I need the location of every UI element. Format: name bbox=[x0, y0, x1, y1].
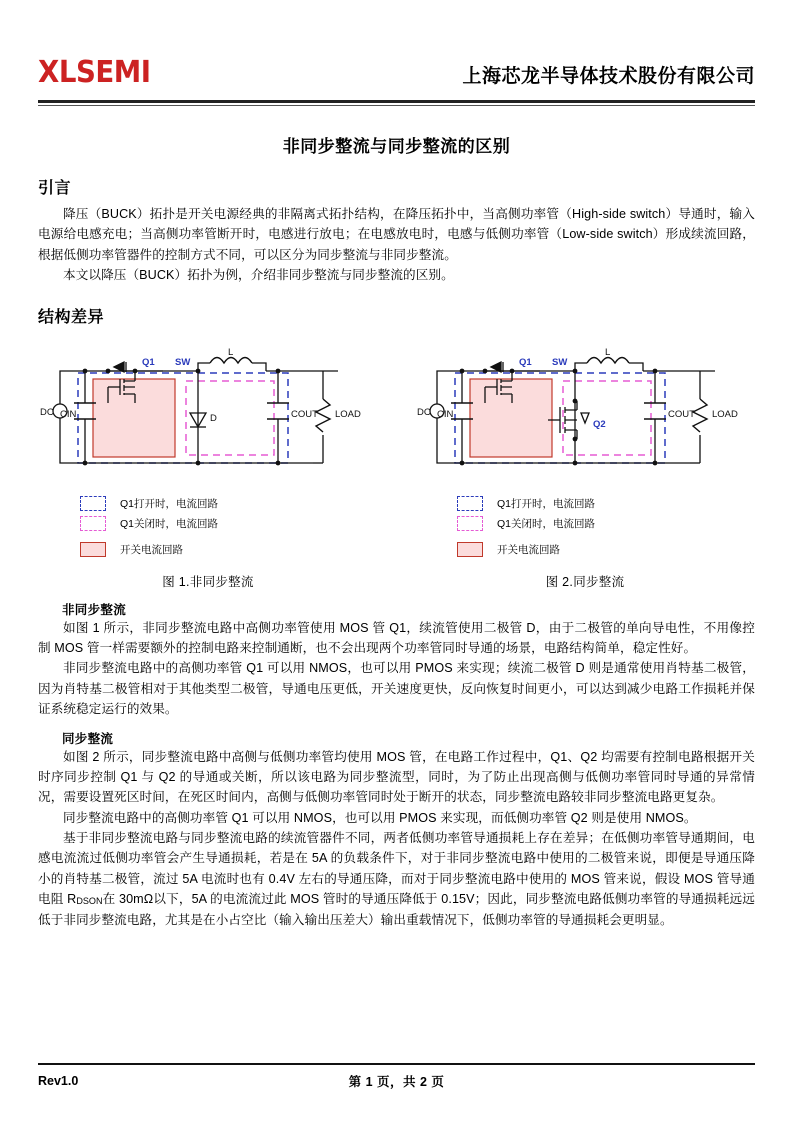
figure-1-caption: 图 1.非同步整流 bbox=[162, 574, 254, 589]
q1-off-loop bbox=[563, 381, 651, 455]
label-cout: COUT bbox=[291, 408, 318, 420]
label-q2: Q2 bbox=[593, 418, 606, 430]
label-load: LOAD bbox=[335, 408, 361, 420]
heading-asynchronous: 非同步整流 bbox=[62, 602, 127, 617]
label-sw: SW bbox=[175, 356, 191, 368]
label-dc: DC bbox=[417, 406, 431, 418]
label-diode: D bbox=[210, 412, 217, 424]
legend-swatch-q1-on-icon bbox=[457, 496, 483, 511]
sync-paragraph-1: 如图 2 所示，同步整流电路中高侧与低侧功率管均使用 MOS 管，在电路工作过程中，Q1、Q2 均需要有控制电路根据开关时序同步控制 Q1 与 Q2 的导通或关断，所以该电路为同步整流型，同时，为了防止出现高侧与低侧功率管同时导通的异常情况，需要设置死区时间，在死区时间内，高侧与低侧功率管同时处于断开的状态，同步整流电路较非同步整流电路更复杂。 bbox=[38, 749, 755, 805]
heading-intro: 引言 bbox=[38, 180, 72, 197]
legend-swatch-switch-icon bbox=[80, 542, 106, 557]
legend-item bbox=[457, 540, 735, 560]
comparison-paragraph bbox=[38, 828, 755, 930]
legend-swatch-q1-off-icon bbox=[457, 516, 483, 531]
legend-label: Q1关闭时，电流回路 bbox=[497, 518, 596, 531]
label-q1: Q1 bbox=[519, 356, 532, 368]
heading-structure: 结构差异 bbox=[38, 308, 105, 326]
label-cin: CIN bbox=[437, 408, 454, 420]
footer-divider bbox=[38, 1063, 755, 1065]
legend-item bbox=[457, 494, 735, 514]
figure-2 bbox=[415, 341, 755, 590]
legend-label: 开关电流回路 bbox=[497, 544, 560, 557]
circuit-diagram-synchronous bbox=[415, 341, 755, 486]
label-sw: SW bbox=[552, 356, 568, 368]
legend-label: Q1打开时，电流回路 bbox=[120, 498, 219, 511]
figure-1-legend bbox=[58, 494, 358, 560]
legend-swatch-q1-on-icon bbox=[80, 496, 106, 511]
label-load: LOAD bbox=[712, 408, 738, 420]
legend-label: Q1打开时，电流回路 bbox=[497, 498, 596, 511]
legend-swatch-q1-off-icon bbox=[80, 516, 106, 531]
header-divider bbox=[38, 100, 755, 106]
switch-current-region bbox=[93, 379, 175, 457]
circuit-diagram-asynchronous bbox=[38, 341, 378, 486]
figure-2-caption: 图 2.同步整流 bbox=[545, 574, 625, 589]
footer-page-number: 第 1 页，共 2 页 bbox=[348, 1075, 445, 1089]
company-logo: XLSEMI bbox=[38, 55, 151, 90]
label-inductor: L bbox=[228, 346, 234, 358]
label-cin: CIN bbox=[60, 408, 77, 420]
legend-label: 开关电流回路 bbox=[120, 544, 183, 557]
async-paragraph-1: 如图 1 所示，非同步整流电路中高侧功率管使用 MOS 管 Q1，续流管使用二极管 D，由于二极管的单向导电性，不用像控制 MOS 管一样需要额外的控制电路来控制通断，也不会出现两个功率管同时导通的场景，电路结构简单，稳定性好。 bbox=[38, 620, 755, 655]
body-content bbox=[38, 600, 755, 930]
legend-item bbox=[80, 540, 358, 560]
legend-item bbox=[457, 514, 735, 534]
label-inductor: L bbox=[605, 346, 611, 358]
legend-item bbox=[80, 514, 358, 534]
legend-label: Q1关闭时，电流回路 bbox=[120, 518, 219, 531]
heading-synchronous: 同步整流 bbox=[62, 731, 114, 746]
rdson-subscript: DSON bbox=[76, 896, 103, 907]
company-name: 上海芯龙半导体技术股份有限公司 bbox=[462, 66, 755, 87]
async-paragraph-2: 非同步整流电路中的高侧功率管 Q1 可以用 NMOS，也可以用 PMOS 来实现；续流二极管 D 则是通常使用肖特基二极管，因为肖特基二极管相对于其他类型二极管，导通电压更低，开关速度更快，反向恢复时间更小，可以达到减少电路工作损耗并保证系统稳定运行的效果。 bbox=[38, 661, 755, 717]
legend-swatch-switch-icon bbox=[457, 542, 483, 557]
intro-paragraph-1: 降压（BUCK）拓扑是开关电源经典的非隔离式拓扑结构，在降压拓扑中，当高侧功率管（High-side switch）导通时，输入电源给电感充电；当高侧功率管断开时，电感进行放电；在电感放电时，电感与低侧功率管（Low-side switch）形成续流回路，根据低侧功率管器件的控制方式不同，可以区分为同步整流与非同步整流。 bbox=[38, 207, 755, 262]
figure-1 bbox=[38, 341, 378, 590]
legend-item bbox=[80, 494, 358, 514]
document-title: 非同步整流与同步整流的区别 bbox=[282, 137, 511, 156]
sync-paragraph-2: 同步整流电路中的高侧功率管 Q1 可以用 NMOS，也可以用 PMOS 来实现，而低侧功率管 Q2 则是使用 NMOS。 bbox=[63, 810, 697, 825]
comparison-text-after: 在 30mΩ以下，5A 的电流流过此 MOS 管时的导通压降低于 0.15V；因此，同步整流电路低侧功率管的导通损耗远远低于非同步整流电路，尤其是在小占空比（输入输出压差大）输出重载情况下，低侧功率管的导通损耗会更明显。 bbox=[38, 892, 755, 927]
q1-off-loop bbox=[186, 381, 274, 455]
intro-paragraph-2: 本文以降压（BUCK）拓扑为例，介绍非同步整流与同步整流的区别。 bbox=[63, 268, 454, 283]
page-footer bbox=[38, 1063, 755, 1090]
label-q1: Q1 bbox=[142, 356, 155, 368]
label-dc: DC bbox=[40, 406, 54, 418]
footer-revision: Rev1.0 bbox=[38, 1074, 79, 1088]
comparison-text-before: 基于非同步整流电路与同步整流电路的续流管器件不同，两者低侧功率管导通损耗上存在差异；在低侧功率管导通期间，电感电流流过低侧功率管会产生导通损耗，若是在 5A 的负载条件下，对于非同步整流电路中使用的二极管来说，即便是导通压降小的肖特基二极管，流过 5A 电流时也有 0.4V 左右的导通压降，而对于同步整流电路中使用的 MOS 管来说，假设 MOS 管导通电阻 R bbox=[38, 831, 755, 907]
figure-2-legend bbox=[435, 494, 735, 560]
switch-current-region bbox=[470, 379, 552, 457]
page-header bbox=[38, 0, 755, 88]
figures-row bbox=[38, 341, 755, 590]
label-cout: COUT bbox=[668, 408, 695, 420]
